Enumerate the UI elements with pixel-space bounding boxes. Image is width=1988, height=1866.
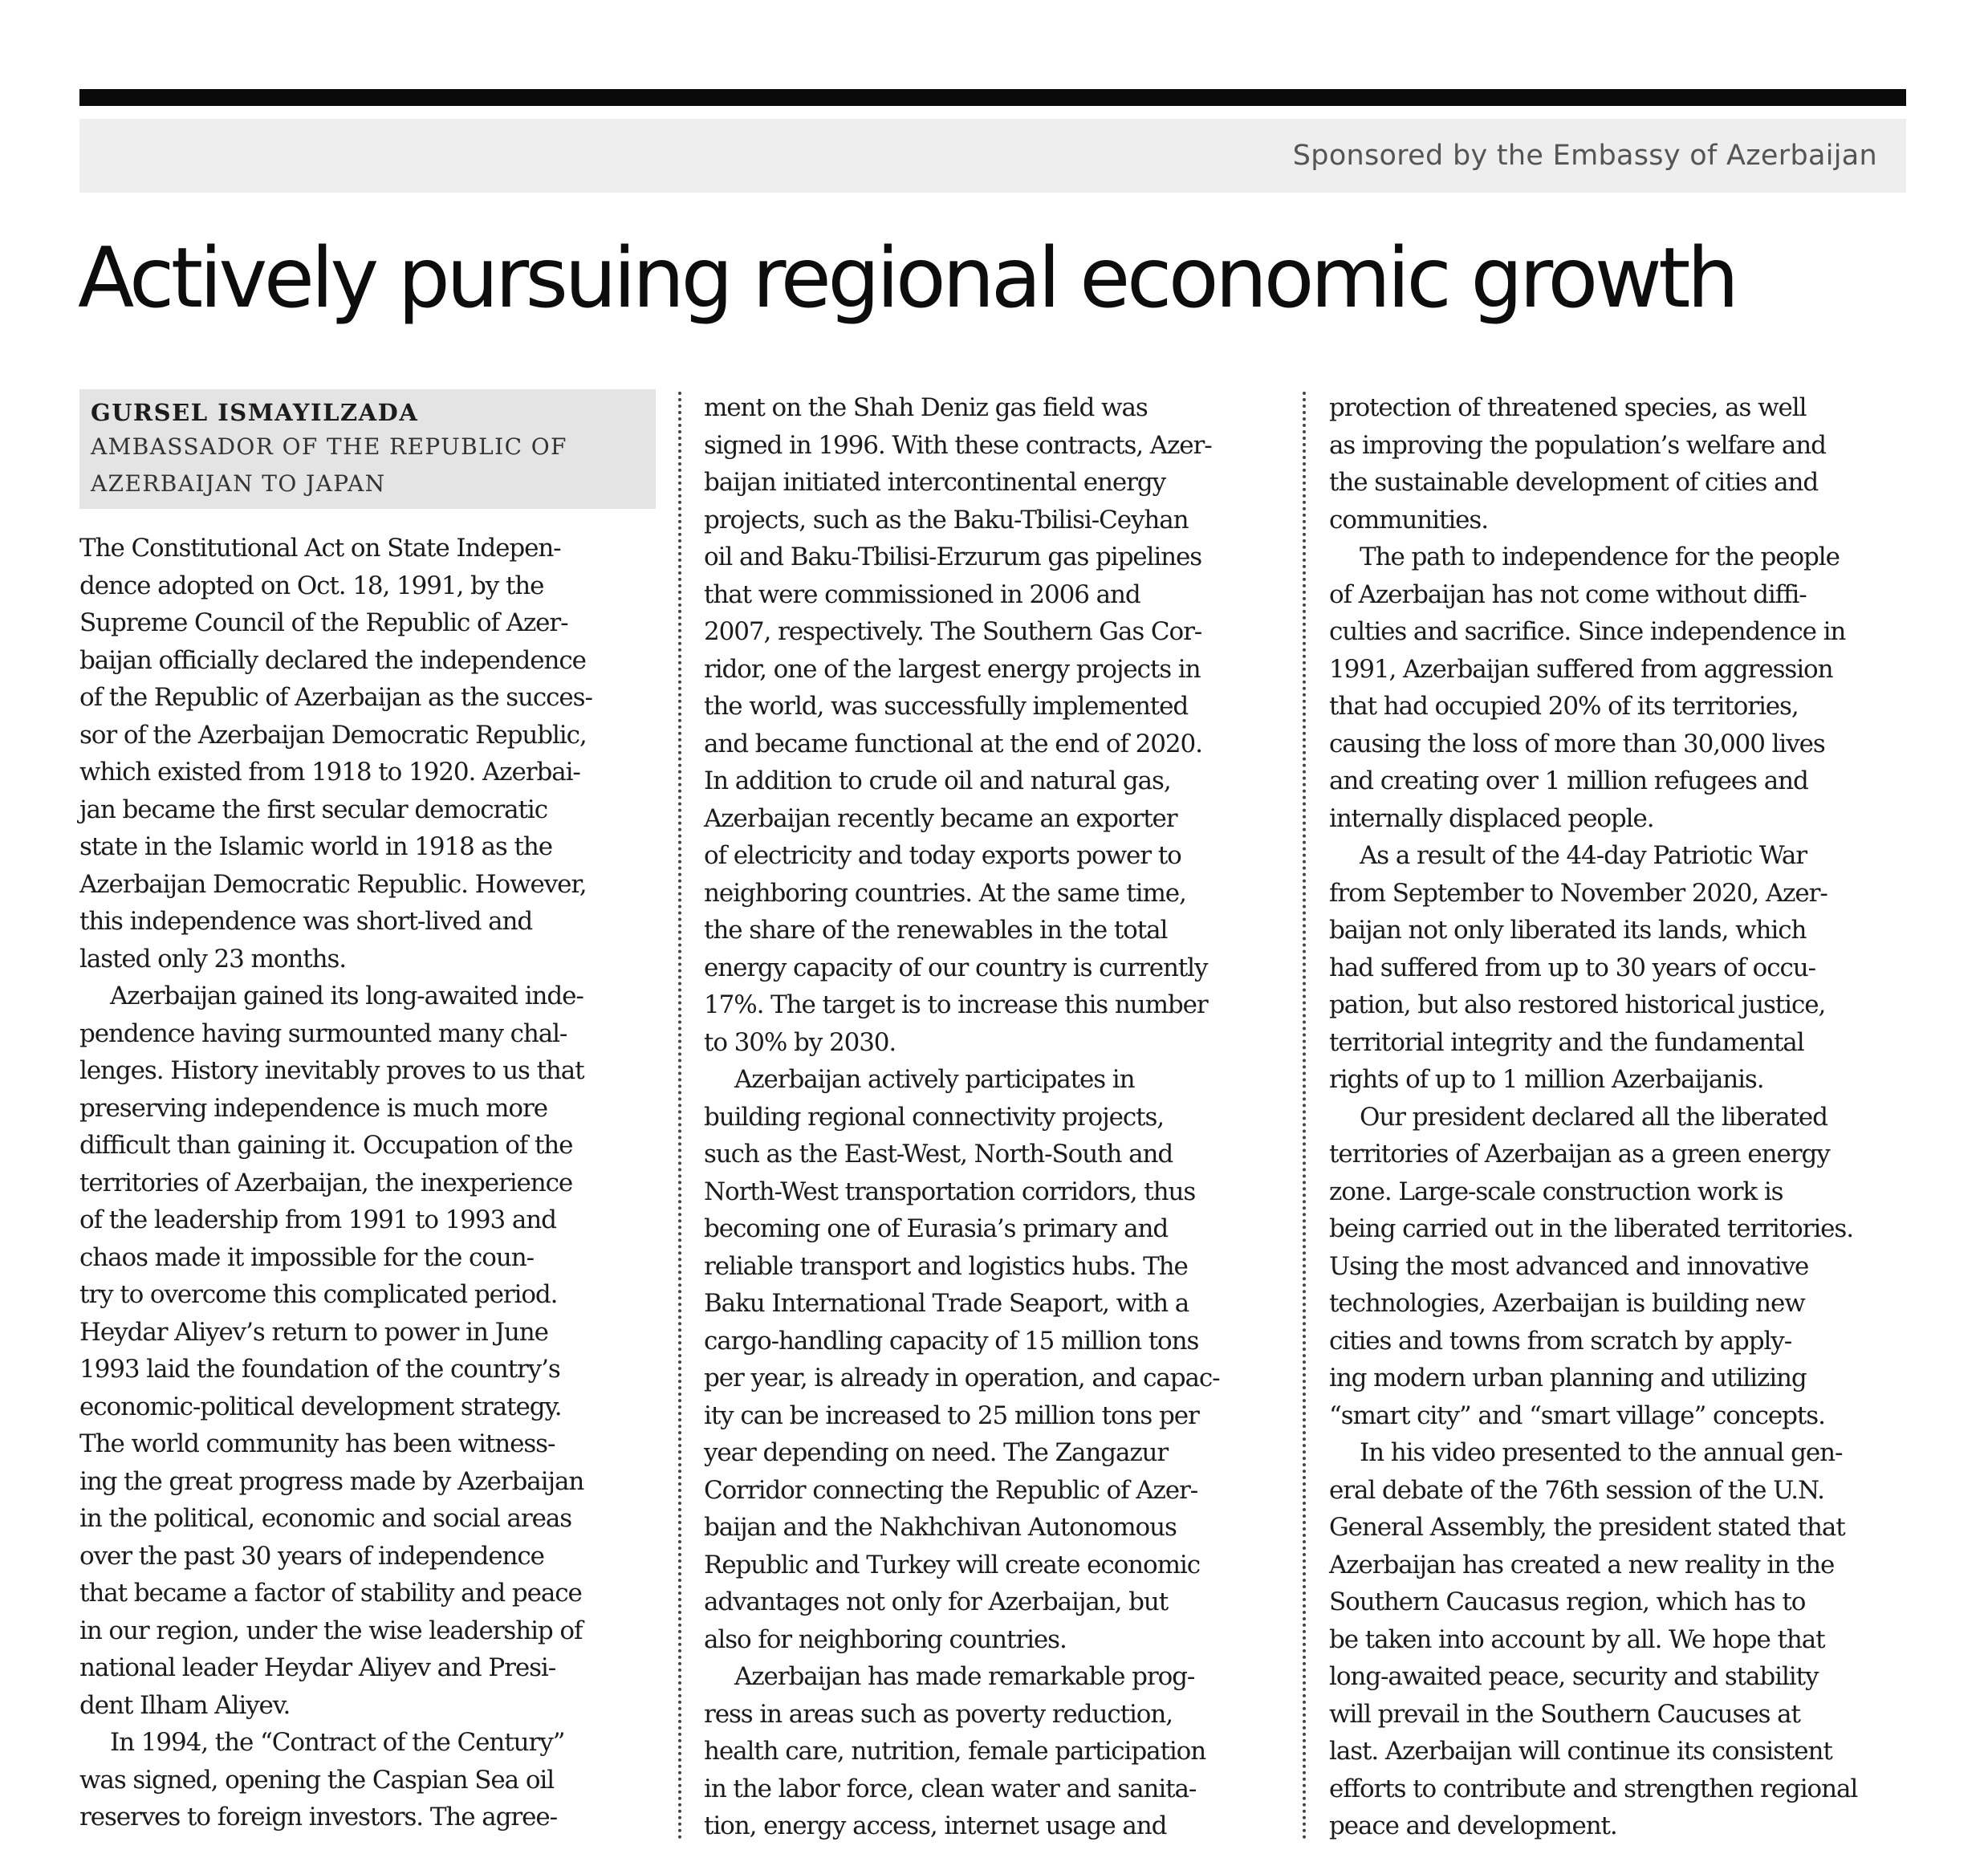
paragraph-line: Supreme Council of the Republic of Azer-: [79, 608, 568, 637]
paragraph-line: that had occupied 20% of its territories,: [1329, 692, 1799, 721]
paragraph-line: ress in areas such as poverty reduction,: [704, 1699, 1173, 1729]
paragraph-line: reliable transport and logistics hubs. The: [704, 1251, 1188, 1281]
paragraph-line: Our president declared all the liberated: [1360, 1102, 1827, 1132]
paragraph-line: long-awaited peace, security and stability: [1329, 1662, 1819, 1691]
paragraph-line: baijan and the Nakhchivan Autonomous: [704, 1513, 1177, 1542]
paragraph-line: neighboring countries. At the same time,: [704, 878, 1186, 908]
paragraph-line: signed in 1996. With these contracts, Azer-: [704, 430, 1212, 460]
paragraph-line: oil and Baku-Tbilisi-Erzurum gas pipelines: [704, 543, 1202, 571]
paragraph-line: the share of the renewables in the total: [704, 916, 1168, 945]
paragraph-line: causing the loss of more than 30,000 lives: [1329, 729, 1825, 758]
paragraph-line: The path to independence for the people: [1360, 543, 1840, 571]
paragraph-line: last. Azerbaijan will continue its consistent: [1329, 1737, 1832, 1766]
article-paragraph: [79, 978, 656, 1724]
paragraph-line: preserving independence is much more: [79, 1093, 547, 1123]
column-body: [79, 530, 656, 1836]
paragraph-line: Azerbaijan recently became an exporter: [704, 803, 1177, 833]
paragraph-line: Azerbaijan gained its long-awaited inde-: [110, 982, 583, 1010]
paragraph-line: projects, such as the Baku-Tbilisi-Ceyhan: [704, 505, 1189, 535]
paragraph-line: energy capacity of our country is currently: [704, 953, 1208, 982]
column-body: [704, 389, 1280, 1845]
sponsor-banner: [79, 119, 1906, 193]
paragraph-line: of the Republic of Azerbaijan as the succes-: [79, 683, 592, 712]
article-paragraph: [704, 1658, 1280, 1845]
paragraph-line: Azerbaijan Democratic Republic. However,: [79, 869, 587, 899]
paragraph-line: state in the Islamic world in 1918 as the: [79, 832, 552, 861]
column-divider: [678, 392, 681, 1840]
paragraph-line: year depending on need. The Zangazur: [704, 1438, 1169, 1467]
paragraph-line: In 1994, the “Contract of the Century”: [110, 1728, 565, 1757]
paragraph-line: ment on the Shah Deniz gas field was: [704, 393, 1148, 422]
paragraph-line: Corridor connecting the Republic of Azer-: [704, 1475, 1198, 1505]
paragraph-line: Azerbaijan has made remarkable prog-: [734, 1662, 1195, 1691]
paragraph-line: the world, was successfully implemented: [704, 692, 1189, 721]
paragraph-line: pendence having surmounted many chal-: [79, 1018, 567, 1048]
paragraph-line: 17%. The target is to increase this number: [704, 990, 1208, 1019]
paragraph-line: in our region, under the wise leadership of: [79, 1616, 583, 1645]
paragraph-line: territorial integrity and the fundamental: [1329, 1027, 1804, 1057]
paragraph-line: national leader Heydar Aliyev and Presi-: [79, 1653, 556, 1682]
author-name: GURSEL ISMAYILZADA: [91, 399, 419, 426]
paragraph-line: territories of Azerbaijan as a green energy: [1329, 1140, 1830, 1169]
paragraph-line: ridor, one of the largest energy projects in: [704, 654, 1201, 684]
paragraph-line: per year, is already in operation, and capac-: [704, 1364, 1220, 1392]
paragraph-line: territories of Azerbaijan, the inexperience: [79, 1168, 573, 1197]
headline: Actively pursuing regional economic growth: [78, 230, 1736, 327]
column-divider: [1303, 392, 1306, 1840]
paragraph-line: rights of up to 1 million Azerbaijanis.: [1329, 1065, 1764, 1094]
paragraph-line: and creating over 1 million refugees and: [1329, 766, 1808, 795]
paragraph-line: that became a factor of stability and peace: [79, 1579, 582, 1608]
paragraph-line: jan became the first secular democratic: [79, 795, 547, 824]
paragraph-line: zone. Large-scale construction work is: [1329, 1177, 1783, 1206]
paragraph-line: be taken into account by all. We hope that: [1329, 1624, 1825, 1654]
paragraph-line: dent Ilham Aliyev.: [79, 1690, 291, 1720]
paragraph-line: communities.: [1329, 505, 1488, 535]
paragraph-line: cargo-handling capacity of 15 million tons: [704, 1326, 1199, 1356]
paragraph-line: “smart city” and “smart village” concepts.: [1329, 1401, 1825, 1430]
paragraph-line: difficult than gaining it. Occupation of the: [79, 1131, 573, 1160]
paragraph-line: In addition to crude oil and natural gas,: [704, 766, 1171, 795]
paragraph-line: building regional connectivity projects,: [704, 1102, 1165, 1132]
paragraph-line: internally displaced people.: [1329, 803, 1654, 833]
paragraph-line: chaos made it impossible for the coun-: [79, 1242, 534, 1272]
article-paragraph: [1329, 1434, 1905, 1845]
paragraph-line: being carried out in the liberated territories.: [1329, 1214, 1853, 1243]
article-paragraph: [1329, 389, 1905, 539]
paragraph-line: that were commissioned in 2006 and: [704, 579, 1140, 609]
paragraph-line: Azerbaijan has created a new reality in the: [1329, 1550, 1835, 1579]
paragraph-line: advantages not only for Azerbaijan, but: [704, 1588, 1169, 1616]
article-column-2: [704, 389, 1280, 1845]
paragraph-line: lenges. History inevitably proves to us that: [79, 1056, 584, 1085]
paragraph-line: In his video presented to the annual gen-: [1360, 1438, 1843, 1467]
paragraph-line: Republic and Turkey will create economic: [704, 1550, 1200, 1579]
paragraph-line: of electricity and today exports power to: [704, 841, 1181, 870]
sponsor-text: Sponsored by the Embassy of Azerbaijan: [1292, 140, 1877, 172]
paragraph-line: as improving the population’s welfare and: [1329, 430, 1826, 460]
paragraph-line: The world community has been witness-: [79, 1429, 555, 1458]
author-title-line: AZERBAIJAN TO JAPAN: [91, 470, 386, 497]
article-column-3: [1329, 389, 1905, 1845]
paragraph-line: tion, energy access, internet usage and: [704, 1811, 1167, 1840]
paragraph-line: baijan officially declared the independence: [79, 645, 586, 675]
paragraph-line: Baku International Trade Seaport, with a: [704, 1289, 1189, 1318]
paragraph-line: technologies, Azerbaijan is building new: [1329, 1289, 1805, 1318]
paragraph-line: Using the most advanced and innovative: [1329, 1251, 1809, 1281]
paragraph-line: was signed, opening the Caspian Sea oil: [79, 1765, 555, 1795]
paragraph-line: ing modern urban planning and utilizing: [1329, 1364, 1807, 1392]
author-title-line: AMBASSADOR OF THE REPUBLIC OF: [91, 433, 567, 460]
paragraph-line: in the political, economic and social areas: [79, 1504, 572, 1533]
paragraph-line: dence adopted on Oct. 18, 1991, by the: [79, 571, 544, 600]
paragraph-line: Heydar Aliyev’s return to power in June: [79, 1317, 548, 1347]
article-paragraph: [79, 530, 656, 978]
paragraph-line: 1991, Azerbaijan suffered from aggression: [1329, 654, 1833, 684]
article-paragraph: [704, 389, 1280, 1061]
article-paragraph: [79, 1724, 656, 1836]
article-column-1: [79, 389, 656, 1836]
article-paragraph: [1329, 1099, 1905, 1435]
article-paragraph: [1329, 539, 1905, 837]
paragraph-line: will prevail in the Southern Caucuses at: [1329, 1699, 1800, 1729]
paragraph-line: As a result of the 44-day Patriotic War: [1360, 841, 1807, 870]
paragraph-line: economic-political development strategy.: [79, 1392, 562, 1421]
paragraph-line: Azerbaijan actively participates in: [734, 1065, 1135, 1094]
byline: [79, 389, 656, 509]
column-body: [1329, 389, 1905, 1845]
paragraph-line: pation, but also restored historical justice,: [1329, 990, 1826, 1019]
paragraph-line: over the past 30 years of independence: [79, 1541, 544, 1571]
paragraph-line: this independence was short-lived and: [79, 907, 533, 936]
paragraph-line: lasted only 23 months.: [79, 944, 347, 974]
paragraph-line: which existed from 1918 to 1920. Azerbai-: [79, 758, 580, 787]
paragraph-line: of Azerbaijan has not come without diffi-: [1329, 579, 1807, 609]
paragraph-line: the sustainable development of cities and: [1329, 468, 1819, 497]
paragraph-line: such as the East-West, North-South and: [704, 1140, 1173, 1169]
paragraph-line: General Assembly, the president stated that: [1329, 1513, 1845, 1542]
top-rule: [79, 89, 1906, 106]
paragraph-line: to 30% by 2030.: [704, 1027, 896, 1057]
paragraph-line: baijan not only liberated its lands, which: [1329, 916, 1807, 945]
article-paragraph: [704, 1061, 1280, 1658]
paragraph-line: North-West transportation corridors, thus: [704, 1177, 1196, 1206]
paragraph-line: and became functional at the end of 2020.: [704, 729, 1202, 758]
article-paragraph: [1329, 837, 1905, 1099]
paragraph-line: of the leadership from 1991 to 1993 and: [79, 1205, 556, 1234]
paragraph-line: had suffered from up to 30 years of occu-: [1329, 953, 1815, 982]
paragraph-line: try to overcome this complicated period.: [79, 1280, 558, 1309]
paragraph-line: ing the great progress made by Azerbaijan: [79, 1466, 584, 1496]
paragraph-line: becoming one of Eurasia’s primary and: [704, 1214, 1169, 1243]
paragraph-line: culties and sacrifice. Since independence in: [1329, 617, 1846, 646]
paragraph-line: sor of the Azerbaijan Democratic Republic,: [79, 720, 587, 750]
paragraph-line: The Constitutional Act on State Indepen-: [79, 534, 561, 563]
paragraph-line: ity can be increased to 25 million tons per: [704, 1401, 1199, 1430]
paragraph-line: baijan initiated intercontinental energy: [704, 468, 1165, 497]
paragraph-line: 1993 laid the foundation of the country’s: [79, 1355, 560, 1384]
paragraph-line: health care, nutrition, female participation: [704, 1737, 1206, 1766]
paragraph-line: from September to November 2020, Azer-: [1329, 878, 1827, 908]
paragraph-line: also for neighboring countries.: [704, 1624, 1067, 1654]
paragraph-line: efforts to contribute and strengthen regional: [1329, 1774, 1858, 1803]
paragraph-line: reserves to foreign investors. The agree-: [79, 1803, 557, 1831]
paragraph-line: 2007, respectively. The Southern Gas Cor-: [704, 617, 1202, 646]
paragraph-line: eral debate of the 76th session of the U.N.: [1329, 1475, 1824, 1505]
paragraph-line: Southern Caucasus region, which has to: [1329, 1588, 1806, 1616]
paragraph-line: protection of threatened species, as well: [1329, 393, 1807, 422]
paragraph-line: in the labor force, clean water and sanita-: [704, 1774, 1197, 1803]
paragraph-line: cities and towns from scratch by apply-: [1329, 1326, 1792, 1356]
paragraph-line: peace and development.: [1329, 1811, 1617, 1840]
